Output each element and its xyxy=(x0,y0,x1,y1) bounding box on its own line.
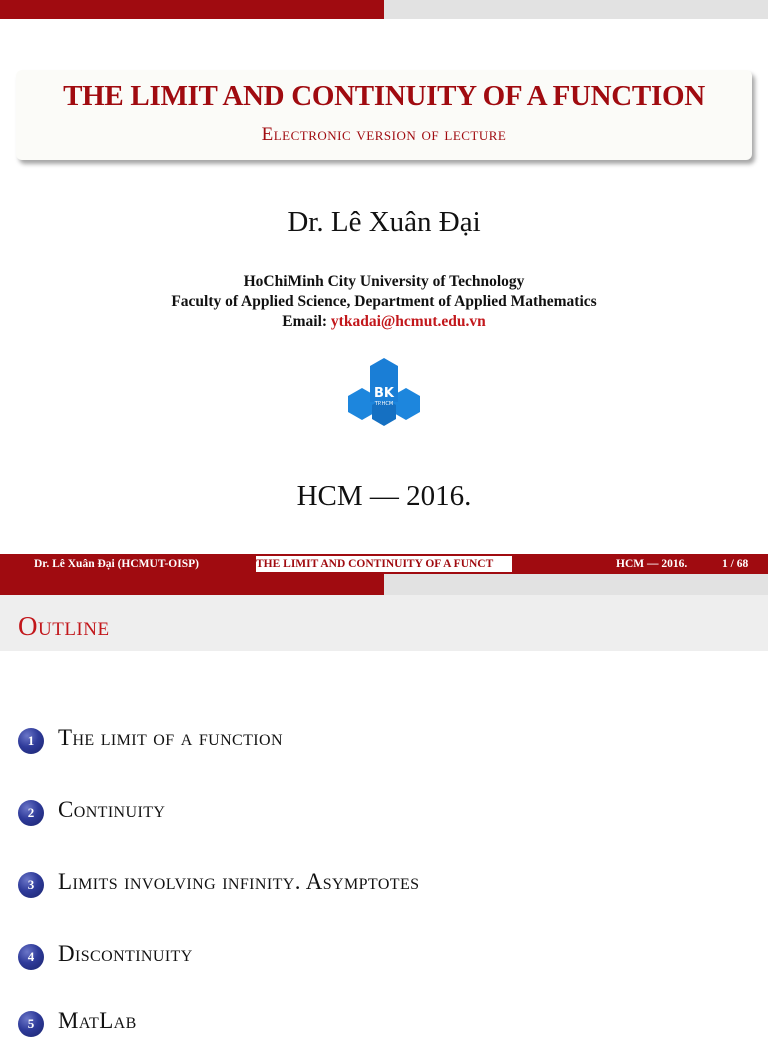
slide-title: THE LIMIT AND CONTINUITY OF A FUNCTION xyxy=(63,80,705,112)
author-name: Dr. Lê Xuân Đại xyxy=(287,206,481,238)
outline-item-label: MatLab xyxy=(58,1008,137,1033)
slide-subtitle: Electronic version of lecture xyxy=(261,124,507,145)
outline-header-band xyxy=(0,595,768,651)
email-line xyxy=(0,313,768,331)
presentation-date: HCM — 2016. xyxy=(296,480,472,512)
email-label: Email: xyxy=(282,313,331,330)
logo-subtext: TP.HCM xyxy=(374,401,394,407)
university-logo xyxy=(348,356,420,428)
footer-page-number: 1 / 68 xyxy=(722,558,749,570)
slide2-progress-bar xyxy=(0,574,768,595)
outline-item-label: Limits involving infinity. Asymptotes xyxy=(58,869,420,894)
footer-author: Dr. Lê Xuân Đại (HCMUT-OISP) xyxy=(34,558,199,570)
top-bar-left xyxy=(0,0,384,19)
top-bar-right xyxy=(384,0,768,19)
outline-item-label: Continuity xyxy=(58,797,166,822)
slide-footer xyxy=(0,554,768,574)
outline-number-badge: 4 xyxy=(18,944,44,970)
outline-number-badge: 1 xyxy=(18,728,44,754)
outline-heading: Outline xyxy=(18,611,110,641)
institution-line-2: Faculty of Applied Science, Department of Applied Mathematics xyxy=(171,293,597,310)
footer-title: THE LIMIT AND CONTINUITY OF A FUNCT xyxy=(256,556,512,572)
top-progress-bar xyxy=(0,0,768,19)
email-link[interactable]: ytkadai@hcmut.edu.vn xyxy=(330,313,486,330)
outline-item-label: Discontinuity xyxy=(58,941,193,966)
outline-item-label: The limit of a function xyxy=(58,725,283,750)
slide2-bar-left xyxy=(0,574,384,595)
institution-line-1: HoChiMinh City University of Technology xyxy=(243,273,525,290)
outline-number-badge: 5 xyxy=(18,1011,44,1037)
outline-number-badge: 3 xyxy=(18,872,44,898)
outline-number-badge: 2 xyxy=(18,800,44,826)
footer-date: HCM — 2016. xyxy=(616,558,688,570)
slide2-bar-right xyxy=(384,574,768,595)
logo-text: BK xyxy=(374,386,394,401)
